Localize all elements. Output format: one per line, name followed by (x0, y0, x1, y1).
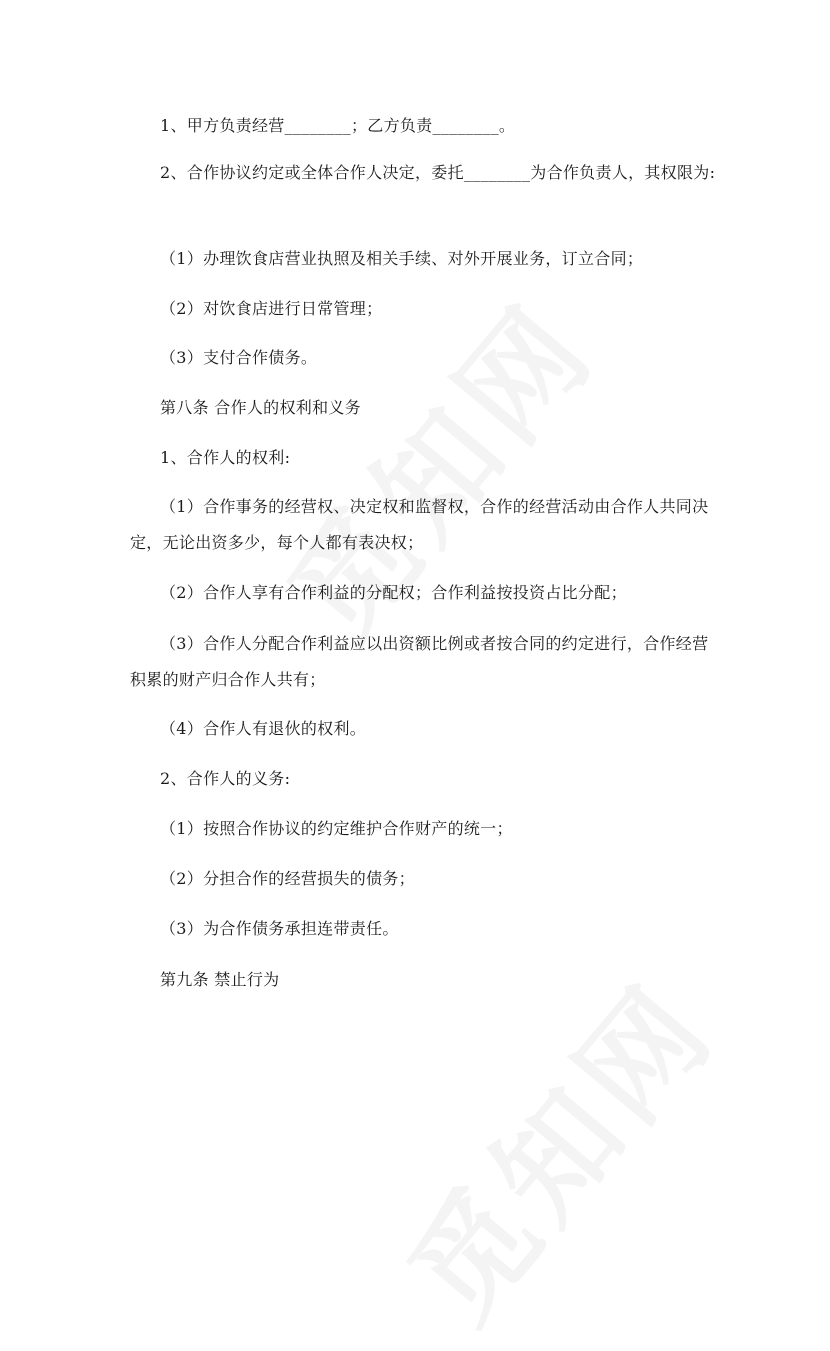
list-item: （3）为合作债务承担连带责任。 (160, 919, 399, 938)
list-item: （1）办理饮食店营业执照及相关手续、对外开展业务，订立合同； (160, 249, 644, 268)
section-heading: 1、合作人的权利: (160, 448, 291, 467)
list-item: （3）支付合作债务。 (160, 348, 318, 367)
list-item: （2）分担合作的经营损失的债务； (160, 869, 415, 888)
list-item: （2）合作人享有合作利益的分配权；合作利益按投资占比分配； (160, 583, 627, 602)
list-item: （4）合作人有退伙的权利。 (160, 719, 367, 738)
list-item: （1）合作事务的经营权、决定权和监督权，合作的经营活动由合作人共同决定，无论出资多少，每个人都有表决权； (130, 497, 709, 552)
watermark (364, 941, 746, 1350)
list-item: （3）合作人分配合作利益应以出资额比例或者按合同的约定进行，合作经营积累的财产归合作人共有； (130, 634, 709, 689)
paragraph-delegation: 2、合作协议约定或全体合作人决定，委托________为合作负责人，其权限为: (160, 163, 716, 182)
section-heading: 2、合作人的义务: (160, 769, 291, 788)
article-heading: 第九条 禁止行为 (160, 970, 280, 989)
article-heading: 第八条 合作人的权利和义务 (160, 398, 361, 417)
paragraph-duty-split: 1、甲方负责经营________；乙方负责________。 (160, 116, 516, 135)
list-item: （1）按照合作协议的约定维护合作财产的统一； (160, 819, 513, 838)
list-item: （2）对饮食店进行日常管理； (160, 299, 383, 318)
